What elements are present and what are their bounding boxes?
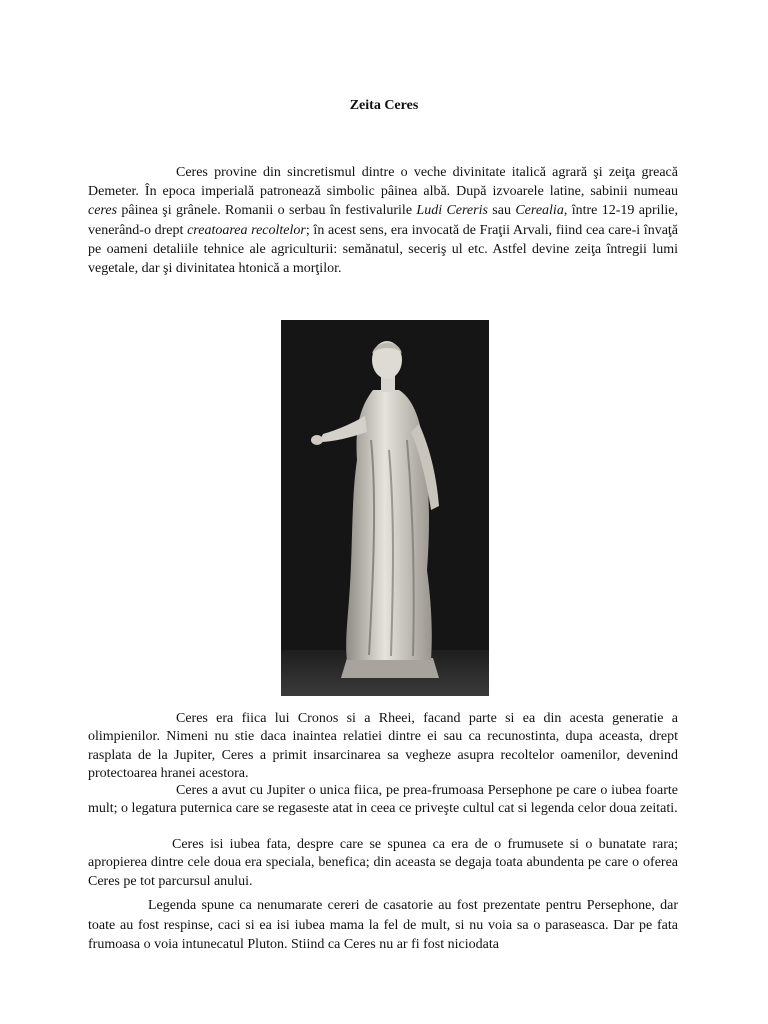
page-title: Zeita Ceres [349,98,419,113]
italic-term: creatoarea recoltelor [187,222,306,238]
text-run: pâinea şi grânele. Romanii o serbau în festivalurile [117,203,417,219]
paragraph-1-text [88,165,678,276]
paragraph-4 [88,836,678,891]
paragraph-2 [88,710,678,783]
italic-term: ceres [88,203,118,219]
italic-term: Ludi Cereris [416,203,488,219]
paragraph-3 [88,782,678,819]
statue-image [281,320,489,696]
text-run: sau [487,203,516,219]
paragraph-2-text: Ceres era fiica lui Cronos si a Rheei, facand parte si ea din acesta generatie a olimpienilor. Nimeni nu stie daca inaintea relatiei dintre ei sau ca recunostinta, dupa aceasta, drept rasplata de la Jupiter, Ceres a primit insarcinarea sa vegheze asupra recoltelor oamenilor, devenind protectoarea hranei acestora. [88,711,678,781]
ceres-statue-illustration [281,320,489,696]
text-run: Ceres provine din sincretismul dintre o veche divinitate italică agrară şi zeiţa greacă Demeter. În epoca imperială patronează simbolic pâinea albă. După izvoarele latine, sabinii numeau [88,165,678,200]
paragraph-5 [88,896,678,955]
statue-plinth [341,658,439,678]
text-run: ; în acest sens, era invocată de Fraţii Arvali, fiind cea care-i învaţă pe oameni detaliile tehnice ale agriculturii: semănatul, seceriş ul etc. Astfel devine zeiţa întregii lumi vegetale, dar şi divinitatea htonică a morţilor. [88,222,679,277]
text-run: , între 12-19 aprilie, venerând-o drept [88,203,679,238]
paragraph-4-text: Ceres isi iubea fata, despre care se spunea ca era de o frumusete si o bunatate rara; apropierea dintre cele doua era speciala, benefica; din aceasta se degaja toata abundenta pe care o oferea Ceres pe tot parcursul anului. [88,837,678,889]
paragraph-5-text: Legenda spune ca nenumarate cereri de casatorie au fost prezentate pentru Persephone, dar toate au fost respinse, caci si ea isi iubea mama la fel de mult, si nu voia sa o paraseasca. Dar pe fata frumoasa o voia intunecatul Pluton. Stiind ca Ceres nu ar fi fost niciodata [88,898,678,952]
paragraph-3-text: Ceres a avut cu Jupiter o unica fiica, pe prea-frumoasa Persephone pe care o iubea foarte mult; o legatura puternica care se regaseste atat in ceea ce priveşte cultul cat si legenda celor doua zeitati. [88,783,678,817]
italic-term: Cerealia [515,203,564,219]
paragraph-1 [88,163,678,278]
